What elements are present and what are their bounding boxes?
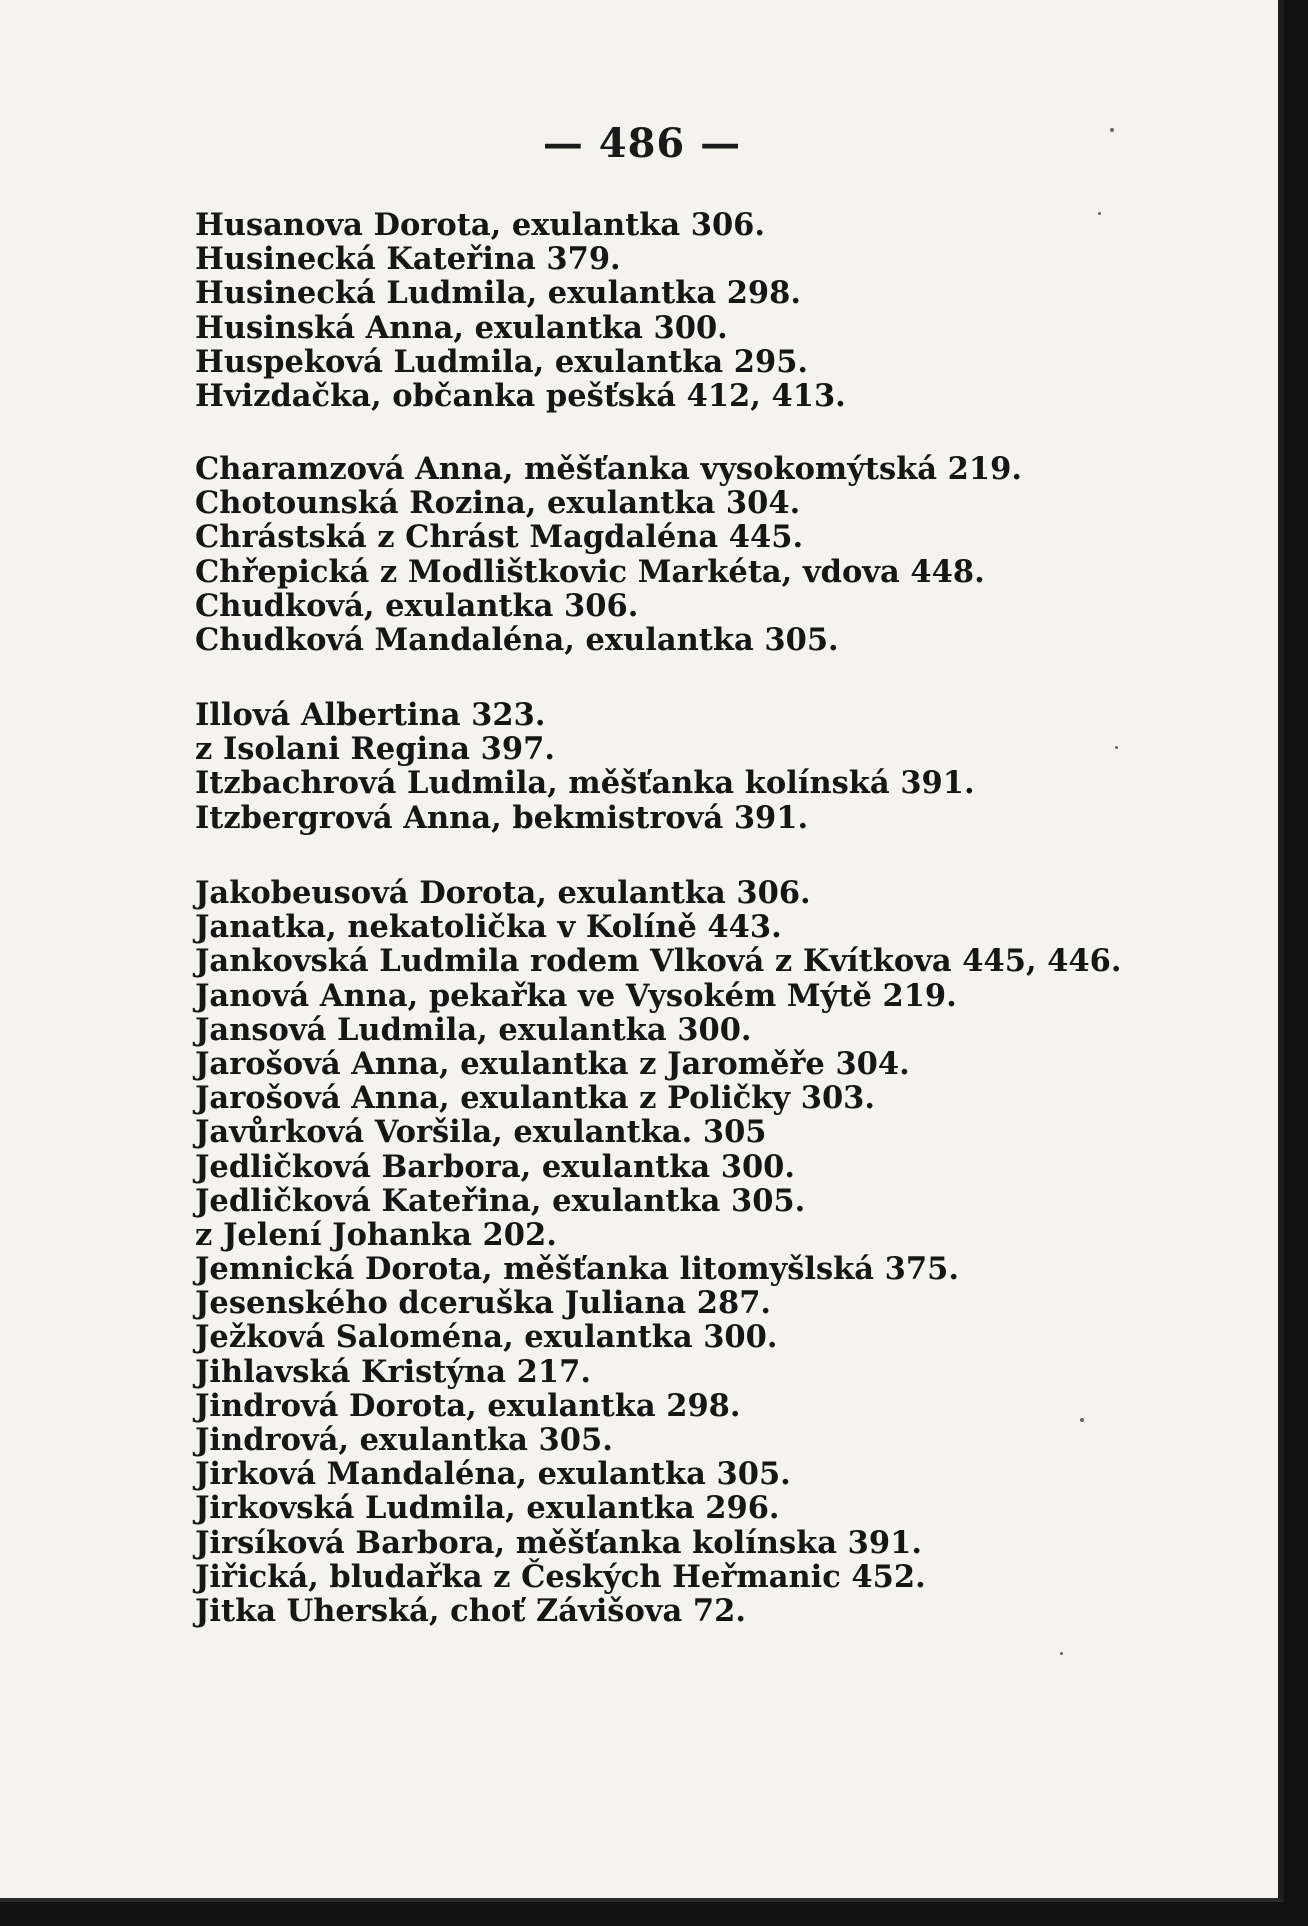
index-entry: Janová Anna, pekařka ve Vysokém Mýtě 219. [195,977,957,1014]
index-entry: Janatka, nekatolička v Kolíně 443. [195,909,782,946]
index-entry: Jakobeusová Dorota, exulantka 306. [195,875,811,911]
index-entry: Jesenského dceruška Juliana 287. [195,1285,772,1322]
paper-speck [1060,1652,1063,1655]
index-entry: Husinecká Ludmila, exulantka 298. [195,275,801,312]
index-entry: Jiřická, bludařka z Českých Heřmanic 452. [195,1558,926,1595]
index-entry: Jihlavská Kristýna 217. [195,1353,591,1390]
index-entry: Jirková Mandaléna, exulantka 305. [195,1456,791,1493]
index-entry: Jirkovská Ludmila, exulantka 296. [195,1490,780,1527]
index-entry: z Isolani Regina 397. [195,731,555,768]
index-entry: Jansová Ludmila, exulantka 300. [195,1011,752,1048]
index-entry: Illová Albertina 323. [195,697,546,733]
index-entry: Itzbergrová Anna, bekmistrová 391. [195,799,809,836]
index-section-i [195,698,975,835]
index-entry: Chudková Mandaléna, exulantka 305. [195,621,839,658]
index-entry: Jedličková Kateřina, exulantka 305. [195,1182,806,1219]
index-entry: Jemnická Dorota, měšťanka litomyšlská 375. [195,1251,959,1288]
index-entry: z Jelení Johanka 202. [195,1216,557,1253]
paper-speck [1110,128,1114,132]
index-entry: Jankovská Ludmila rodem Vlková z Kvítkova 445, 446. [195,943,1122,980]
index-section-j [195,876,1122,1628]
index-entry: Husanova Dorota, exulantka 306. [195,207,766,243]
index-section-ch [195,452,1022,657]
index-entry: Chudková, exulantka 306. [195,587,639,624]
index-entry: Huspeková Ludmila, exulantka 295. [195,343,809,380]
index-entry: Jindrová Dorota, exulantka 298. [195,1387,741,1424]
index-entry: Husinská Anna, exulantka 300. [195,309,728,346]
index-entry: Charamzová Anna, měšťanka vysokomýtská 219. [195,451,1022,487]
index-entry: Chřepická z Modlištkovic Markéta, vdova 448. [195,553,985,590]
page-number: — 486 — [542,120,742,167]
index-entry: Jindrová, exulantka 305. [195,1422,613,1458]
index-entry: Chotounská Rozina, exulantka 304. [195,485,801,522]
index-entry: Chrástská z Chrást Magdaléna 445. [195,519,804,556]
paper-speck [1098,212,1101,215]
index-entry: Jitka Uherská, choť Závišova 72. [195,1592,746,1629]
index-entry: Ježková Saloména, exulantka 300. [195,1319,778,1356]
index-entry: Jedličková Barbora, exulantka 300. [195,1148,796,1185]
index-entry: Itzbachrová Ludmila, měšťanka kolínská 391. [195,765,975,802]
paper-speck [1080,1418,1084,1422]
index-section-h [195,208,846,413]
index-entry: Jarošová Anna, exulantka z Poličky 303. [195,1080,876,1117]
index-entry: Husinecká Kateřina 379. [195,241,621,278]
index-entry: Jarošová Anna, exulantka z Jaroměře 304. [195,1045,910,1082]
paper-speck [1115,746,1118,749]
index-entry: Jirsíková Barbora, měšťanka kolínska 391. [195,1524,922,1561]
index-entry: Javůrková Voršila, exulantka. 305 [195,1114,767,1151]
index-entry: Hvizdačka, občanka pešťská 412, 413. [195,377,846,414]
